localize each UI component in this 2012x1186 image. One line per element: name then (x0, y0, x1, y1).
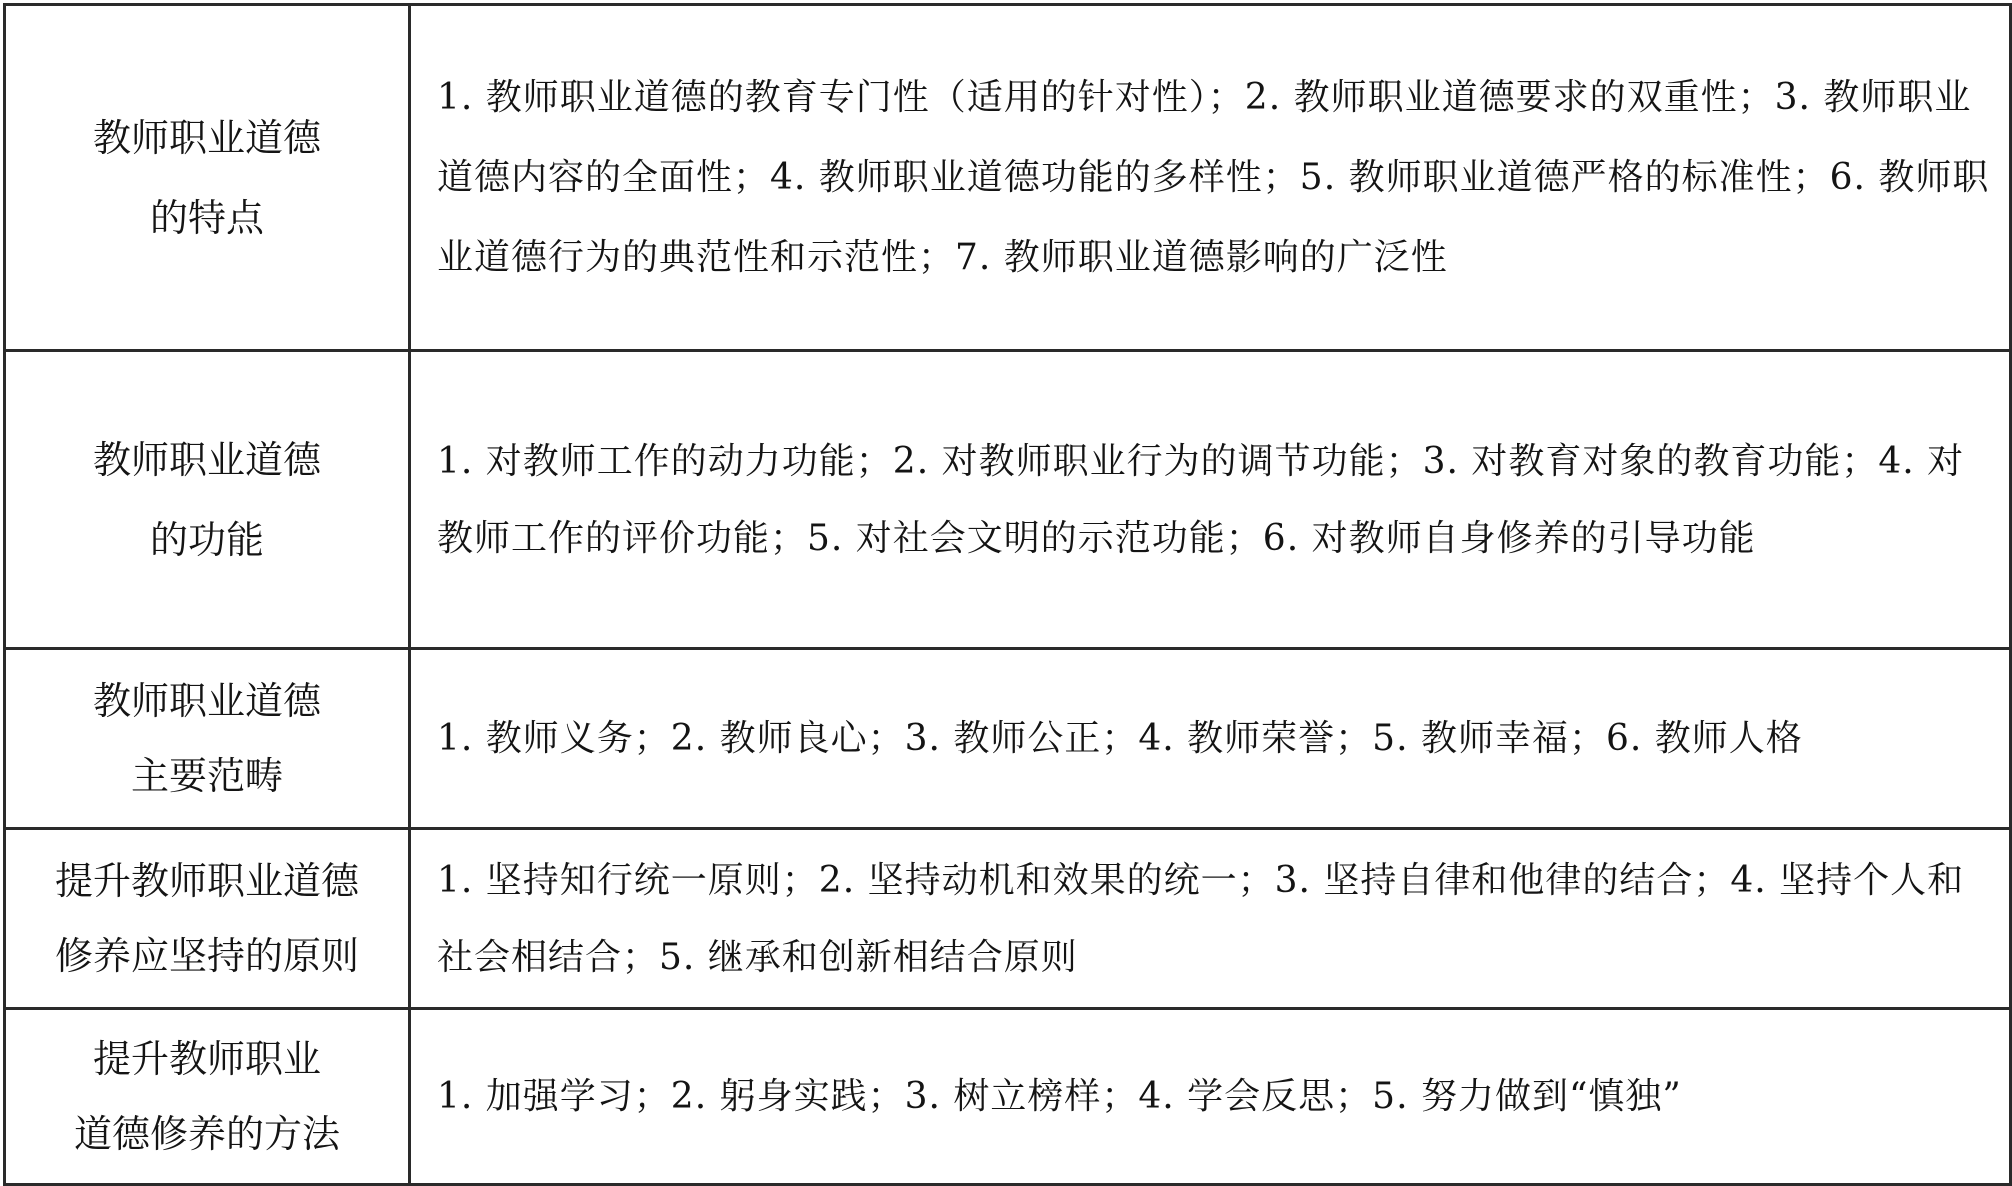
label-line: 道德修养的方法 (73, 1111, 340, 1156)
table-row (5, 829, 2011, 1009)
label-line: 提升教师职业 (92, 1036, 321, 1081)
row-content-functions (410, 351, 2011, 649)
label-line: 教师职业道德 (92, 678, 321, 723)
label-line: 的特点 (149, 195, 264, 240)
table-row (5, 5, 2011, 351)
row-label-characteristics (5, 5, 410, 351)
table-row (5, 1009, 2011, 1185)
row-label-principles (5, 829, 410, 1009)
content-text: 1. 对教师工作的动力功能；2. 对教师职业行为的调节功能；3. 对教育对象的教育功能；4. 对教师工作的评价功能；5. 对社会文明的示范功能；6. 对教师自身修养的引导功能 (437, 440, 1965, 559)
label-line: 主要范畴 (130, 753, 283, 798)
label-line: 的功能 (149, 517, 264, 562)
content-text: 1. 教师义务；2. 教师良心；3. 教师公正；4. 教师荣誉；5. 教师幸福；6. 教师人格 (437, 717, 1803, 759)
row-content-characteristics (410, 5, 2011, 351)
table-row (5, 649, 2011, 829)
row-label-categories (5, 649, 410, 829)
content-text: 1. 加强学习；2. 躬身实践；3. 树立榜样；4. 学会反思；5. 努力做到“慎独” (437, 1075, 1682, 1117)
row-content-principles (410, 829, 2011, 1009)
label-line: 修养应坚持的原则 (54, 933, 359, 978)
table-row (5, 351, 2011, 649)
label-line: 提升教师职业道德 (54, 858, 359, 903)
label-line: 教师职业道德 (92, 115, 321, 160)
teacher-ethics-table (3, 3, 2012, 1186)
row-content-methods (410, 1009, 2011, 1185)
row-label-methods (5, 1009, 410, 1185)
row-content-categories (410, 649, 2011, 829)
content-text: 1. 教师职业道德的教育专门性（适用的针对性）；2. 教师职业道德要求的双重性；3. 教师职业道德内容的全面性；4. 教师职业道德功能的多样性；5. 教师职业道德严格的标准性；6. 教师职业道德行为的典范性和示范性；7. 教师职业道德影响的广泛性 (437, 76, 1990, 278)
row-label-functions (5, 351, 410, 649)
label-line: 教师职业道德 (92, 437, 321, 482)
content-text: 1. 坚持知行统一原则；2. 坚持动机和效果的统一；3. 坚持自律和他律的结合；4. 坚持个人和社会相结合；5. 继承和创新相结合原则 (437, 859, 1965, 978)
